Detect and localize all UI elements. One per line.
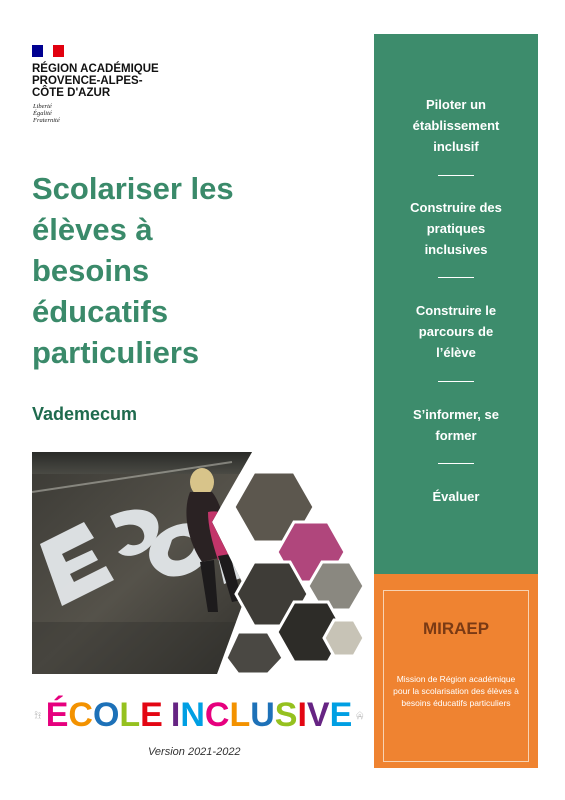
wordmark-letter: I — [297, 695, 307, 734]
wordmark-letter: I — [170, 695, 181, 734]
miraep-description — [390, 673, 522, 709]
wordmark-letter: É — [45, 695, 69, 734]
miraep-panel — [374, 574, 538, 768]
wordmark-letter: E — [329, 695, 353, 734]
wordmark-letter: C — [68, 695, 93, 734]
wordmark-letter: V — [306, 695, 330, 734]
nav-item-label: Évaluer — [432, 489, 480, 504]
wordmark-letter: C — [204, 695, 230, 734]
separator — [438, 463, 474, 464]
miraep-description-line: besoins éducatifs particuliers — [401, 698, 511, 708]
nav-item-piloter[interactable] — [374, 94, 538, 157]
title-line: éducatifs — [32, 294, 169, 329]
marianne-flag-logo — [32, 45, 64, 57]
wordmark-letter: N — [180, 695, 205, 734]
devise-line: Égalité — [33, 110, 52, 117]
nav-item-label: parcours de — [418, 324, 494, 339]
nav-item-label: former — [435, 428, 477, 443]
miraep-description-line: pour la scolarisation des élèves à — [393, 686, 519, 696]
devise-line: Liberté — [33, 103, 52, 110]
nav-item-label: Piloter un — [426, 97, 486, 112]
nav-item-label: Construire des — [410, 200, 502, 215]
region-line: CÔTE D'AZUR — [32, 87, 111, 99]
region-name — [32, 63, 202, 99]
nav-item-label: l’élève — [436, 345, 476, 360]
region-line: RÉGION ACADÉMIQUE — [32, 63, 159, 75]
miraep-description-line: Mission de Région académique — [396, 674, 516, 684]
wordmark-letter: L — [229, 695, 251, 734]
nav-item-label: inclusif — [433, 139, 479, 154]
separator — [438, 277, 474, 278]
children-drawing-icon — [34, 693, 42, 737]
devise-line: Fraternité — [33, 117, 60, 124]
nav-item-label: établissement — [412, 118, 500, 133]
miraep-title: MIRAEP — [422, 619, 490, 638]
title-line: besoins — [32, 253, 150, 288]
title-line: Scolariser les — [32, 171, 234, 206]
version-label: Version 2021-2022 — [148, 746, 241, 758]
school-children-drawing-icon — [356, 693, 364, 737]
nav-item-informer[interactable] — [374, 404, 538, 446]
nav-item-pratiques[interactable] — [374, 197, 538, 260]
school-street-photo — [32, 452, 370, 674]
nav-item-evaluer[interactable] — [374, 486, 538, 507]
wordmark-letter: L — [119, 695, 141, 734]
title-line: élèves à — [32, 212, 153, 247]
subtitle: Vademecum — [32, 404, 138, 424]
ecole-inclusive-logo — [34, 690, 364, 740]
navigation-panel — [374, 34, 538, 574]
wordmark-letter — [163, 696, 171, 735]
title-line: particuliers — [32, 335, 200, 370]
nav-item-label: Construire le — [415, 303, 497, 318]
region-line: PROVENCE-ALPES- — [32, 75, 143, 87]
nav-item-label: inclusives — [424, 242, 488, 257]
devise — [33, 103, 60, 124]
wordmark-letter: S — [274, 695, 298, 734]
miraep-box — [383, 590, 529, 762]
nav-item-label: pratiques — [426, 221, 486, 236]
nav-item-label: S’informer, se — [413, 407, 499, 422]
wordmark-letter: O — [92, 695, 120, 734]
wordmark-letter: E — [140, 695, 163, 734]
ecole-inclusive-wordmark — [46, 696, 353, 735]
wordmark-letter: U — [250, 695, 275, 734]
nav-item-parcours[interactable] — [374, 300, 538, 363]
separator — [438, 381, 474, 382]
separator — [438, 175, 474, 176]
page-title — [32, 168, 352, 373]
